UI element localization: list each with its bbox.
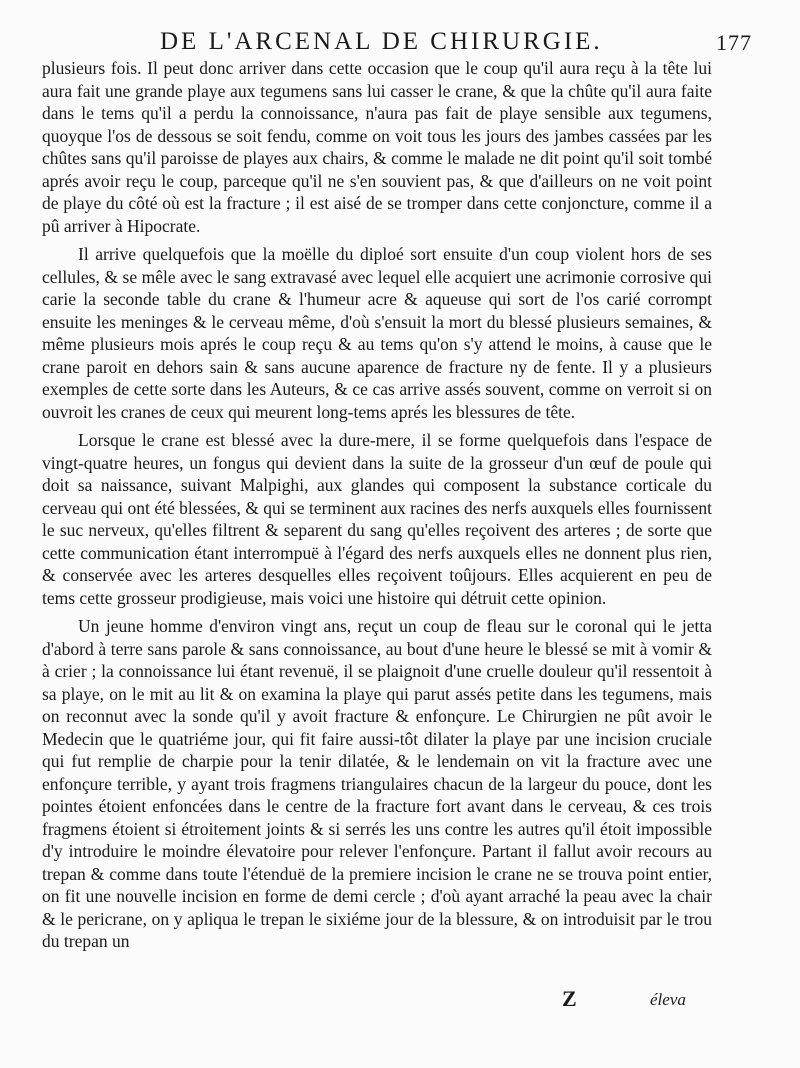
signature-mark: Z	[562, 986, 577, 1011]
body-text	[42, 57, 712, 953]
page-number: 177	[716, 30, 752, 55]
paragraph: Il arrive quelquefois que la moëlle du diploé sort ensuite d'un coup violent hors de ses cellules, & se mêle avec le sang extravasé avec lequel elle acquiert une acrimonie corrosive qui carie la seconde table du crane & l'humeur acre & aqueuse qui sort de l'os carié corrompt ensuite les meninges & le cerveau même, d'où s'ensuit la mort du blessé plusieurs semaines, & même plusieurs mois aprés le coup reçu & au tems qu'on s'y attend le moins, à cause que le crane paroit en dehors sain & sans aucune aparence de fracture ny de fente. Il y a plusieurs exemples de cette sorte dans les Auteurs, & ce cas arrive assés souvent, comme on verroit si on ouvroit les cranes de ceux qui meurent long-tems aprés les blessures de tête.	[42, 244, 712, 422]
paragraph: Un jeune homme d'environ vingt ans, reçut un coup de fleau sur le coronal qui le jetta d'abord à terre sans parole & sans connoissance, au bout d'une heure le blessé se mit à vomir & à crier ; la connoissance lui étant revenuë, il se plaignoit d'une cruelle douleur qu'il ressentoit à sa playe, on le mit au lit & on examina la playe qui parut assés petite dans les tegumens, mais on reconnut avec la sonde qu'il y avoit fracture & enfonçure. Le Chirurgien ne pût avoir le Medecin que le quatriéme jour, qui fit faire aussi-tôt dilater la playe par une incision cruciale qui fut remplie de charpie pour la tenir dilatée, & le lendemain on vit la fracture avec une enfonçure terrible, y ayant trois fragmens triangulaires chacun de la largeur du pouce, dont les pointes étoient enfoncées dans le centre de la fracture fort avant dans le cerveau, & ces trois fragmens étoient si étroitement joints & si serrés les uns contre les autres qu'il étoit impossible d'y introduire le moindre élevatoire pour relever l'enfonçure. Partant il fallut avoir recours au trepan & comme dans toute l'étenduë de la premiere incision le crane ne se trouva point entier, on fit une nouvelle incision en forme de demi cercle ; d'où ayant arraché la peau avec la chair & le pericrane, on y apliqua le trepan le sixiéme jour de la blessure, & on introduisit par le trou du trepan un	[42, 616, 712, 951]
catchword: éleva	[650, 990, 686, 1009]
page-footer	[0, 986, 800, 1026]
paragraph: Lorsque le crane est blessé avec la dure-mere, il se forme quelquefois dans l'espace de vingt-quatre heures, un fongus qui devient dans la suite de la grosseur d'un œuf de poule qui doit sa naissance, suivant Malpighi, aux glandes qui composent la substance corticale du cerveau qui ont été blessées, & qui se terminent aux racines des nerfs auxquels elles fournissent le suc nerveux, qu'elles filtrent & separent du sang qu'elles reçoivent des arteres ; de sorte que cette communication étant interrompuë à l'égard des nerfs auxquels elles ne donnent plus rien, & conservée avec les arteres desquelles elles reçoivent toûjours. Elles acquierent en peu de tems cette grosseur prodigieuse, mais voici une histoire qui détruit cette opinion.	[42, 430, 712, 608]
running-head: DE L'ARCENAL DE CHIRURGIE.	[160, 28, 603, 55]
page-header	[60, 28, 752, 60]
paragraph-continuation: plusieurs fois. Il peut donc arriver dans cette occasion que le coup qu'il aura reçu à la tête lui aura fait une grande playe aux tegumens sans lui casser le crane, & que la chûte qu'il aura faite dans le tems qu'il a perdu la connoissance, n'aura pas fait de playe sensible aux tegumens, quoyque l'os de dessous se soit fendu, comme on voit tous les jours des jambes cassées par les chûtes sans qu'il paroisse de playes aux chairs, & comme le malade ne dit point qu'il soit tombé aprés avoir reçu le coup, parceque qu'il ne s'en souvient pas, & que d'ailleurs on ne voit point de playe du côté où est la fracture ; il est aisé de se tromper dans cette conjoncture, comme il a pû arriver à Hipocrate.	[42, 58, 712, 236]
